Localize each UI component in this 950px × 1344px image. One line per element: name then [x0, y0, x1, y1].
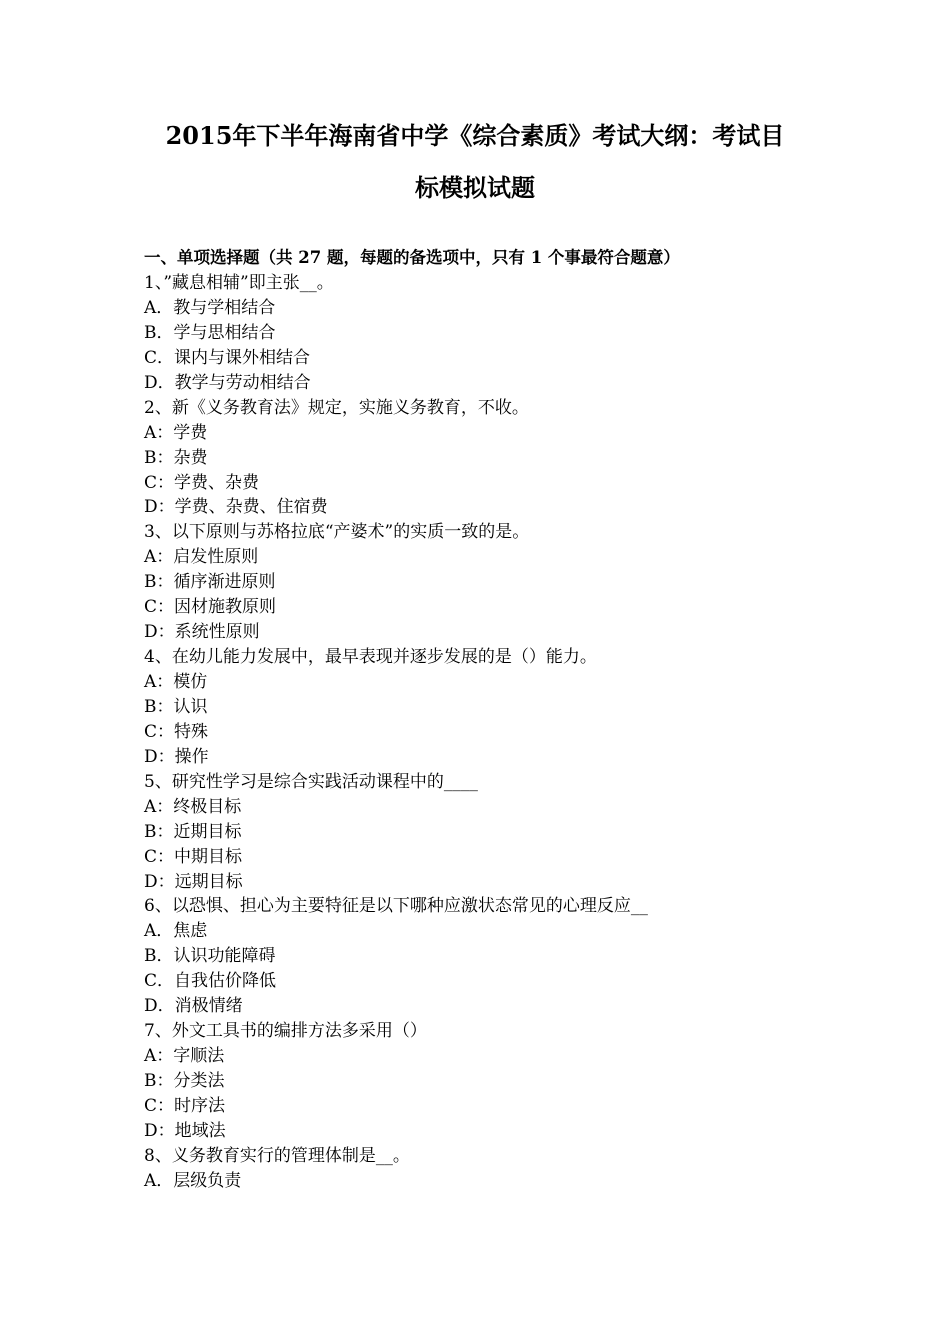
question-6-option-b: B．认识功能障碍 — [144, 946, 276, 967]
document-title-line-1: 2015年下半年海南省中学《综合素质》考试大纲：考试目 — [165, 121, 785, 150]
question-3-option-a: A：启发性原则 — [144, 547, 259, 568]
question-3-option-d: D：系统性原则 — [144, 622, 260, 643]
question-3-option-b: B：循序渐进原则 — [144, 572, 276, 593]
question-5-option-c: C：中期目标 — [144, 846, 243, 867]
question-7-option-c: C：时序法 — [144, 1095, 226, 1116]
question-4-option-a: A：模仿 — [144, 672, 208, 692]
document-title-line-2: 标模拟试题 — [415, 173, 535, 202]
question-2-option-d: D：学费、杂费、住宿费 — [144, 497, 328, 518]
question-6-option-d: D．消极情绪 — [144, 996, 243, 1017]
question-4-option-d: D：操作 — [144, 746, 209, 767]
question-2-option-c: C：学费、杂费 — [144, 472, 260, 493]
question-8-option-a: A．层级负责 — [144, 1170, 242, 1191]
question-5-option-b: B：近期目标 — [144, 821, 242, 842]
question-6-stem: 6、以恐惧、担心为主要特征是以下哪种应激状态常见的心理反应__ — [144, 896, 648, 917]
section-heading: 一、单项选择题（共 27 题，每题的备选项中，只有 1 个事最符合题意） — [144, 248, 680, 267]
question-4-option-c: C：特殊 — [144, 721, 209, 742]
question-5-stem: 5、研究性学习是综合实践活动课程中的____ — [144, 771, 478, 792]
question-6-option-c: C．自我估价降低 — [144, 971, 277, 992]
question-2-stem: 2、新《义务教育法》规定，实施义务教育，不收。 — [144, 397, 529, 418]
question-4-stem: 4、在幼儿能力发展中，最早表现并逐步发展的是（）能力。 — [144, 647, 597, 668]
question-1-option-c: C．课内与课外相结合 — [144, 347, 311, 368]
question-2-option-b: B：杂费 — [144, 447, 208, 468]
question-1-option-d: D．教学与劳动相结合 — [144, 372, 311, 393]
question-6-option-a: A．焦虑 — [144, 921, 208, 942]
question-7-option-a: A：字顺法 — [144, 1046, 225, 1067]
question-4-option-b: B：认识 — [144, 696, 208, 717]
question-list — [144, 271, 824, 1194]
question-1-stem: 1、”藏息相辅”即主张__。 — [144, 273, 334, 293]
question-3-stem: 3、以下原则与苏格拉底“产婆术”的实质一致的是。 — [144, 522, 530, 543]
question-8-stem: 8、义务教育实行的管理体制是__。 — [144, 1145, 410, 1166]
question-7-option-d: D：地域法 — [144, 1120, 226, 1141]
question-1-option-b: B．学与思相结合 — [144, 322, 276, 343]
question-1-option-a: A．教与学相结合 — [144, 297, 276, 318]
question-5-option-d: D：远期目标 — [144, 871, 243, 892]
question-7-option-b: B：分类法 — [144, 1071, 225, 1091]
question-2-option-a: A：学费 — [144, 422, 208, 443]
question-7-stem: 7、外文工具书的编排方法多采用（） — [144, 1021, 427, 1042]
question-5-option-a: A：终极目标 — [144, 796, 242, 817]
question-3-option-c: C：因材施教原则 — [144, 597, 277, 618]
